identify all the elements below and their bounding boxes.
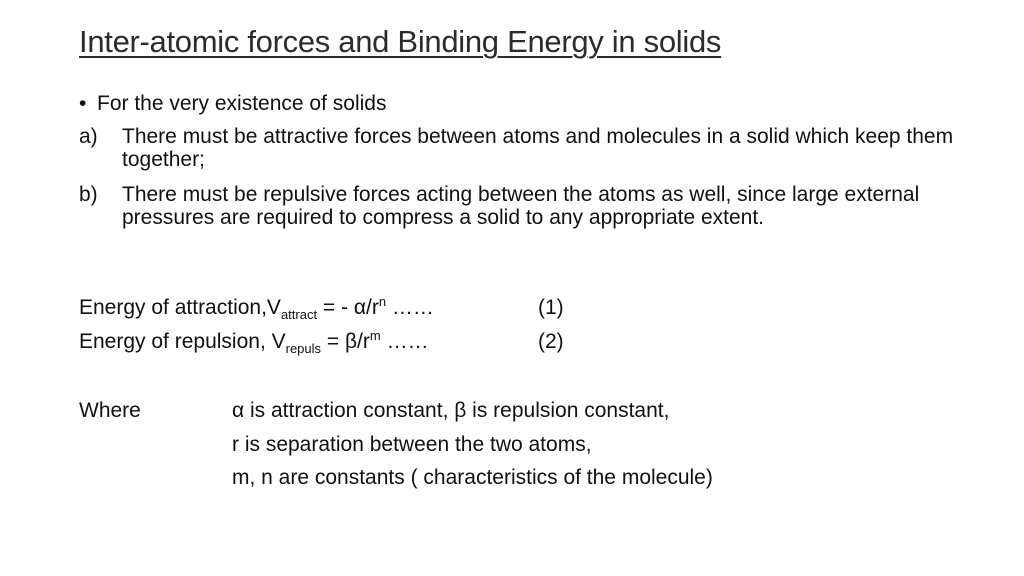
equation-attraction-middle: = - α/r	[317, 296, 379, 319]
equation-repulsion-prefix: Energy of repulsion, V	[79, 330, 286, 353]
equation-attraction-number: (1)	[538, 296, 564, 319]
equation-attraction-subscript: attract	[280, 307, 318, 323]
equation-repulsion-middle: = β/r	[321, 330, 370, 353]
where-line-2: r is separation between the two atoms,	[232, 433, 592, 456]
equation-repulsion-suffix: ……	[380, 330, 429, 353]
equation-repulsion-subscript: repuls	[285, 341, 322, 357]
bullet-icon: •	[79, 92, 87, 115]
list-marker-a: a)	[79, 125, 98, 148]
equation-attraction-prefix: Energy of attraction,V	[79, 296, 281, 319]
slide-title: Inter-atomic forces and Binding Energy in solids	[79, 24, 722, 59]
where-line-3: m, n are constants ( characteristics of the molecule)	[232, 466, 713, 489]
equation-attraction	[79, 294, 564, 323]
equation-attraction-superscript: n	[378, 294, 387, 309]
where-label: Where	[79, 399, 141, 422]
list-item-b	[79, 183, 959, 229]
list-text-a: There must be attractive forces between atoms and molecules in a solid which keep them together;	[122, 125, 954, 171]
equation-repulsion	[79, 328, 564, 357]
bullet-point	[79, 92, 386, 115]
list-text-b: There must be repulsive forces acting between the atoms as well, since large external pressures are required to compress a solid to any appropriate extent.	[122, 183, 920, 229]
list-item-a	[79, 125, 959, 171]
equation-attraction-suffix: ……	[386, 296, 434, 319]
equation-repulsion-number: (2)	[538, 330, 564, 353]
equation-repulsion-superscript: m	[369, 328, 381, 343]
list-marker-b: b)	[79, 183, 98, 206]
bullet-text: For the very existence of solids	[97, 92, 387, 115]
where-line-1: α is attraction constant, β is repulsion constant,	[232, 399, 670, 422]
